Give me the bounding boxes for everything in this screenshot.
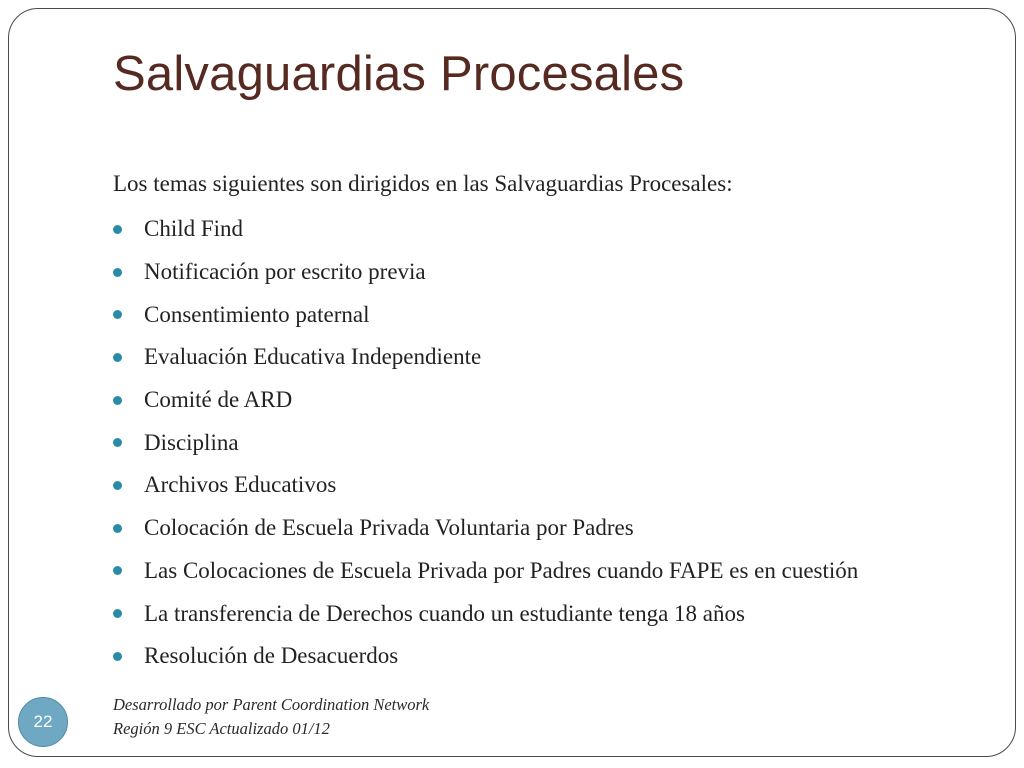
- list-item-text: Child Find: [144, 216, 244, 242]
- list-item: [113, 592, 858, 635]
- list-item-text: Resolución de Desacuerdos: [144, 643, 399, 669]
- bullet-dot-icon: [113, 524, 122, 533]
- intro-text: Los temas siguientes son dirigidos en las Salvaguardias Procesales:: [113, 171, 733, 196]
- list-item-text: Evaluación Educativa Independiente: [144, 344, 482, 370]
- bullet-dot-icon: [113, 566, 122, 575]
- list-item: [113, 293, 858, 336]
- bullet-dot-icon: [113, 268, 122, 277]
- page-number: 22: [33, 712, 53, 731]
- bullet-dot-icon: [113, 652, 122, 661]
- page-number-badge: [18, 697, 68, 747]
- list-item-text: La transferencia de Derechos cuando un estudiante tenga 18 años: [144, 600, 745, 626]
- bullet-dot-icon: [113, 609, 122, 618]
- bullet-dot-icon: [113, 225, 122, 234]
- list-item: [113, 208, 858, 251]
- list-item-text: Archivos Educativos: [144, 472, 337, 498]
- list-item: [113, 507, 858, 550]
- bullet-dot-icon: [113, 353, 122, 362]
- list-item: [113, 635, 858, 678]
- bullet-dot-icon: [113, 438, 122, 447]
- list-item-text: Las Colocaciones de Escuela Privada por Padres cuando FAPE es en cuestión: [144, 557, 859, 583]
- list-item: [113, 550, 858, 593]
- list-item-text: Consentimiento paternal: [144, 301, 370, 327]
- list-item: [113, 379, 858, 422]
- list-item: [113, 251, 858, 294]
- slide-title: Salvaguardias Procesales: [113, 47, 685, 101]
- footer: [113, 693, 429, 741]
- list-item-text: Disciplina: [144, 429, 239, 455]
- list-item-text: Comité de ARD: [144, 387, 293, 413]
- list-item-text: Notificación por escrito previa: [144, 259, 426, 285]
- list-item: [113, 421, 858, 464]
- bullet-dot-icon: [113, 481, 122, 490]
- footer-line-1: Desarrollado por Parent Coordination Network: [113, 695, 430, 714]
- list-item-text: Colocación de Escuela Privada Voluntaria por Padres: [144, 515, 634, 541]
- bullet-dot-icon: [113, 396, 122, 405]
- footer-line-2: Región 9 ESC Actualizado 01/12: [113, 719, 330, 738]
- bullet-dot-icon: [113, 310, 122, 319]
- list-item: [113, 336, 858, 379]
- bullet-list: [113, 208, 858, 678]
- list-item: [113, 464, 858, 507]
